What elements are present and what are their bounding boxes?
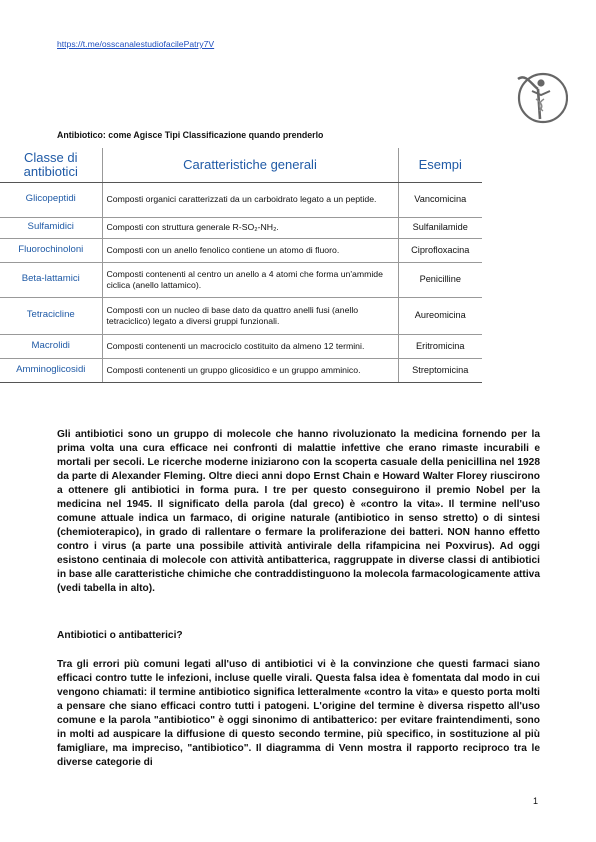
class-example: Eritromicina: [398, 334, 482, 358]
class-example: Aureomicina: [398, 297, 482, 334]
class-example: Penicilline: [398, 262, 482, 297]
header-classe: Classe di antibiotici: [0, 148, 102, 182]
table-row: [0, 262, 482, 297]
table-row: [0, 238, 482, 262]
antibiotic-classes-table: [0, 148, 482, 383]
class-name: Fluorochinoloni: [0, 238, 102, 262]
table-row: [0, 217, 482, 238]
document-title: Antibiotico: come Agisce Tipi Classificazione quando prenderlo: [57, 130, 324, 140]
class-example: Sulfanilamide: [398, 217, 482, 238]
class-description: Composti con un anello fenolico contiene un atomo di fluoro.: [102, 238, 398, 262]
header-caratteristiche: Caratteristiche generali: [102, 148, 398, 182]
class-description: Composti contenenti un gruppo glicosidico e un gruppo amminico.: [102, 358, 398, 382]
intro-paragraph: Gli antibiotici sono un gruppo di molecole che hanno rivoluzionato la medicina fornendo per la prima volta una cura efficace nei confronti di malattie infettive che erano rimaste incurabili e mortali per secoli. Le ricerche moderne iniziarono con la scoperta casuale della penicillina nel 1928 da parte di Alexander Fleming. Oltre dieci anni dopo Ernst Chain e Howard Walter Florey riuscirono a ottenere gli antibiotici in forma pura. I tre per questo conseguirono il premio Nobel per la medicina nel 1945. Il significato della parola (dal greco) è «contro la vita». Il termine nell'uso comune attuale indica un farmaco, di origine naturale (antibiotico in senso stretto) o di sintesi (chemioterapico), in grado di rallentare o fermare la proliferazione dei batteri. NON hanno effetto contro i virus (a parte una possibile attività antivirale della rifampicina nei Poxvirus). Ad oggi esistono centinaia di molecole con attività antibatterica, raggruppate in diverse classi di antibiotici in base alle caratteristiche chimiche che contraddistinguono la molecola farmacologicamente attiva (vedi tabella in alto).: [57, 429, 540, 594]
class-name: Macrolidi: [0, 334, 102, 358]
class-example: Ciprofloxacina: [398, 238, 482, 262]
telegram-link[interactable]: https://t.me/osscanalestudiofacilePatry7V: [57, 39, 215, 49]
page-number: 1: [533, 796, 539, 806]
section-heading: Antibiotici o antibatterici?: [57, 630, 183, 641]
class-example: Streptomicina: [398, 358, 482, 382]
class-name: Glicopeptidi: [0, 182, 102, 217]
table-row: [0, 182, 482, 217]
table-header-row: [0, 148, 482, 182]
header-esempi: Esempi: [398, 148, 482, 182]
class-description: Composti contenenti un macrociclo costituito da almeno 12 termini.: [102, 334, 398, 358]
class-description: Composti con struttura generale R-SO₂-NH₂.: [102, 217, 398, 238]
class-name: Sulfamidici: [0, 217, 102, 238]
class-name: Tetracicline: [0, 297, 102, 334]
class-name: Amminoglicosidi: [0, 358, 102, 382]
table-row: [0, 358, 482, 382]
class-example: Vancomicina: [398, 182, 482, 217]
table-row: [0, 334, 482, 358]
class-description: Composti con un nucleo di base dato da quattro anelli fusi (anello tetraciclico) legato a diversi gruppi funzionali.: [102, 297, 398, 334]
class-description: Composti organici caratterizzati da un carboidrato legato a un peptide.: [102, 182, 398, 217]
class-name: Beta-lattamici: [0, 262, 102, 297]
table-row: [0, 297, 482, 334]
class-description: Composti contenenti al centro un anello a 4 atomi che forma un'ammide ciclica (anello lattamico).: [102, 262, 398, 297]
caduceus-logo-icon: [514, 69, 568, 125]
section-paragraph: Tra gli errori più comuni legati all'uso di antibiotici vi è la convinzione che questi farmaci siano efficaci contro tutte le infezioni, incluse quelle virali. Questa falsa idea è fomentata dal modo in cui vengono chiamati: il termine antibiotico significa letteralmente «contro la vita» e questo porta molti a pensare che siano efficaci contro tutti i patogeni. L'origine del termine è diversa rispetto all'uso comune e la parola "antibiotico" è oggi sinonimo di antibatterico: per evitare fraintendimenti, sono in molti ad auspicare la diffusione di questo secondo termine, più specifico, in sostituzione al più famigliare, ma impreciso, "antibiotico". Il diagramma di Venn mostra il rapporto reciproco tra le diverse categorie di: [57, 659, 540, 768]
